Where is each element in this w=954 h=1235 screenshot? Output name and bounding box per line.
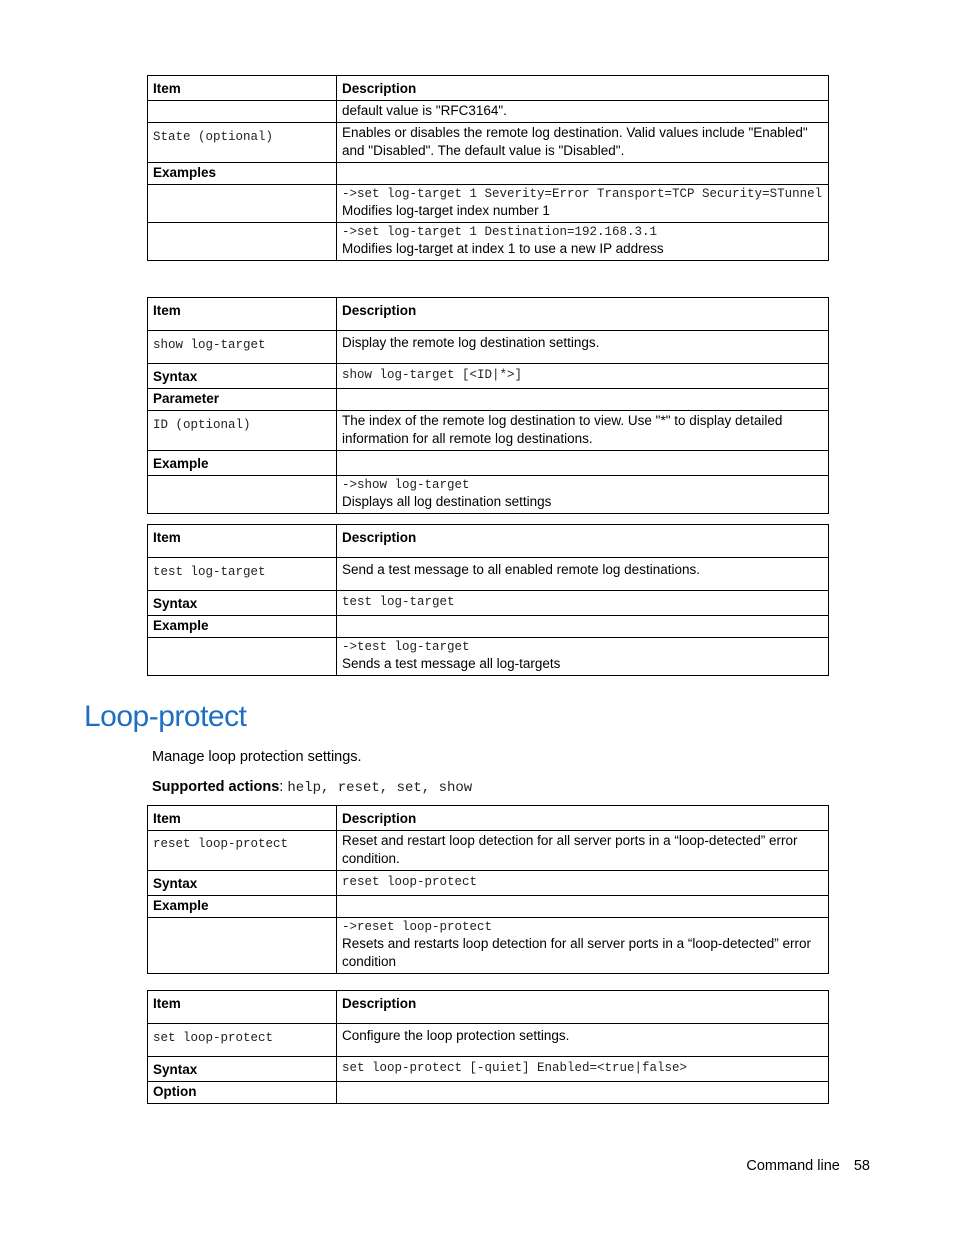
table-header-row	[148, 76, 829, 101]
syntax-label: Syntax	[148, 1057, 337, 1082]
table-row	[148, 1082, 829, 1104]
command-description: Configure the loop protection settings.	[337, 1024, 829, 1057]
header-item: Item	[148, 806, 337, 831]
example-command: ->set log-target 1 Destination=192.168.3.1	[342, 225, 658, 239]
example-description: Modifies log-target at index 1 to use a new IP address	[342, 241, 664, 256]
header-description: Description	[337, 991, 829, 1024]
option-label: Option	[148, 1082, 337, 1104]
table-row	[148, 331, 829, 364]
supported-actions: Supported actions: help, reset, set, show	[152, 779, 473, 796]
command-item: reset loop-protect	[153, 837, 289, 851]
table-header-row	[148, 806, 829, 831]
header-description: Description	[337, 298, 829, 331]
header-item: Item	[148, 991, 337, 1024]
example-command: ->test log-target	[342, 640, 470, 654]
table-row	[148, 101, 829, 123]
example-description: Resets and restarts loop detection for all server ports in a “loop-detected” error condition	[342, 936, 811, 969]
example-command: ->set log-target 1 Severity=Error Transport=TCP Security=STunnel	[342, 187, 823, 201]
section-title: Loop-protect	[84, 700, 247, 733]
reset-loop-protect-table	[147, 805, 829, 974]
example-label: Example	[148, 896, 337, 918]
default-value-text: default value is "RFC3164".	[337, 101, 829, 123]
example-command: ->show log-target	[342, 478, 470, 492]
page-footer	[746, 1158, 870, 1174]
table-row	[148, 123, 829, 163]
command-item: set loop-protect	[153, 1031, 274, 1045]
syntax-label: Syntax	[148, 591, 337, 616]
command-item: test log-target	[153, 565, 266, 579]
command-description: Send a test message to all enabled remote log destinations.	[337, 558, 829, 591]
header-description: Description	[337, 806, 829, 831]
table-row	[148, 1057, 829, 1082]
header-description: Description	[337, 525, 829, 558]
table-header-row	[148, 525, 829, 558]
example-description: Sends a test message all log-targets	[342, 656, 561, 671]
header-description: Description	[337, 76, 829, 101]
table-row	[148, 638, 829, 676]
table-row	[148, 591, 829, 616]
syntax-text: reset loop-protect	[342, 875, 478, 889]
state-item: State (optional)	[153, 130, 274, 144]
set-loop-protect-table	[147, 990, 829, 1104]
table-row	[148, 185, 829, 223]
syntax-label: Syntax	[148, 364, 337, 389]
table-header-row	[148, 991, 829, 1024]
table-row	[148, 558, 829, 591]
table-row	[148, 451, 829, 476]
table-row	[148, 476, 829, 514]
syntax-label: Syntax	[148, 871, 337, 896]
parameter-label: Parameter	[148, 389, 337, 411]
table-row	[148, 918, 829, 974]
log-target-set-table	[147, 75, 829, 261]
example-label: Example	[148, 451, 337, 476]
syntax-text: show log-target [<ID|*>]	[342, 368, 523, 382]
table-row	[148, 896, 829, 918]
table-row	[148, 831, 829, 871]
header-item: Item	[148, 76, 337, 101]
state-description: Enables or disables the remote log destination. Valid values include "Enabled" and "Disabled". The default value is "Disabled".	[337, 123, 829, 163]
table-row	[148, 616, 829, 638]
command-item: show log-target	[153, 338, 266, 352]
table-row	[148, 364, 829, 389]
example-description: Displays all log destination settings	[342, 494, 552, 509]
command-description: Reset and restart loop detection for all server ports in a “loop-detected” error condition.	[337, 831, 829, 871]
header-item: Item	[148, 525, 337, 558]
table-row	[148, 223, 829, 261]
supported-actions-label: Supported actions	[152, 779, 280, 795]
header-item: Item	[148, 298, 337, 331]
table-row	[148, 871, 829, 896]
section-intro: Manage loop protection settings.	[152, 749, 362, 765]
table-row	[148, 389, 829, 411]
table-row	[148, 163, 829, 185]
supported-actions-list: help, reset, set, show	[287, 780, 473, 796]
table-header-row	[148, 298, 829, 331]
footer-section: Command line	[746, 1158, 840, 1174]
show-log-target-table	[147, 297, 829, 514]
table-row	[148, 1024, 829, 1057]
parameter-item: ID (optional)	[153, 418, 251, 432]
examples-label: Examples	[148, 163, 337, 185]
example-description: Modifies log-target index number 1	[342, 203, 550, 218]
example-label: Example	[148, 616, 337, 638]
table-row	[148, 411, 829, 451]
example-command: ->reset loop-protect	[342, 920, 493, 934]
syntax-text: set loop-protect [-quiet] Enabled=<true|false>	[342, 1061, 688, 1075]
syntax-text: test log-target	[342, 595, 455, 609]
page-number: 58	[853, 1158, 870, 1174]
test-log-target-table	[147, 524, 829, 676]
parameter-description: The index of the remote log destination to view. Use "*" to display detailed information for all remote log destinations.	[337, 411, 829, 451]
command-description: Display the remote log destination settings.	[337, 331, 829, 364]
